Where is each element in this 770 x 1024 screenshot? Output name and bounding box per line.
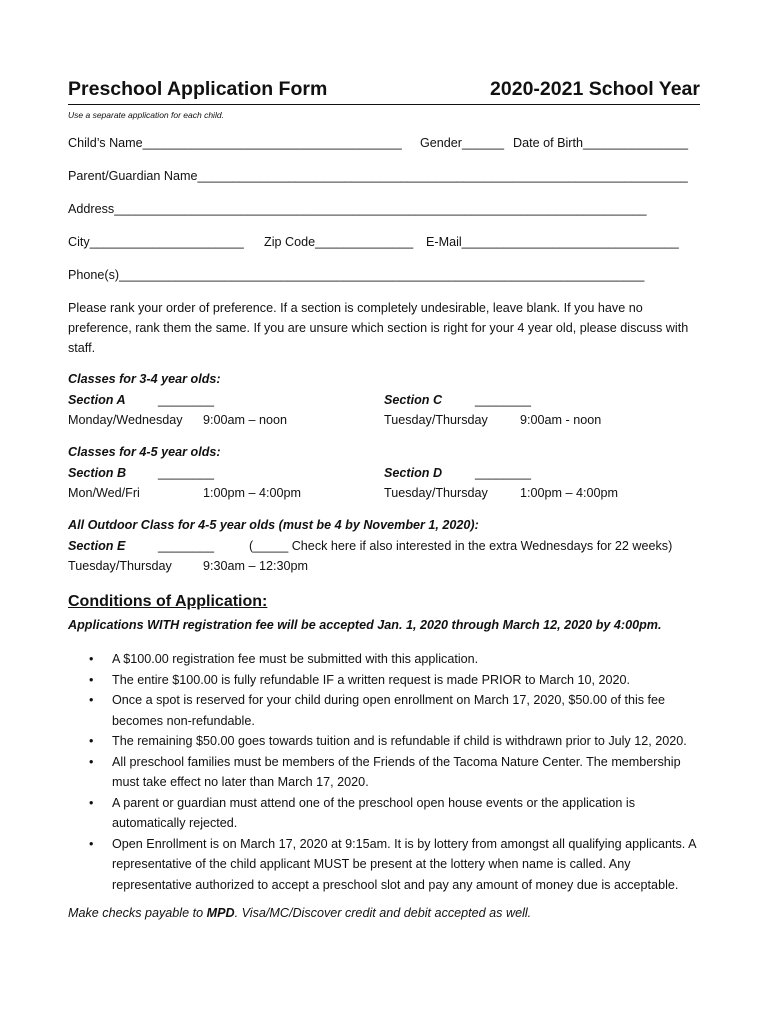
list-item: • A parent or guardian must attend one of the preschool open house events or the application is automatically rejected. — [68, 793, 702, 834]
bullet-icon: • — [89, 693, 94, 707]
conditions-subheading: Applications WITH registration fee will be accepted Jan. 1, 2020 through March 12, 2020 by 4:00pm. — [68, 618, 662, 632]
payment-note: Make checks payable to MPD. Visa/MC/Discover credit and debit accepted as well. — [68, 906, 532, 920]
section-c-rank-blank[interactable]: ________ — [475, 393, 532, 407]
section-c-days: Tuesday/Thursday — [384, 413, 488, 427]
conditions-list — [68, 649, 702, 895]
outdoor-class-heading: All Outdoor Class for 4-5 year olds (must be 4 by November 1, 2020): — [68, 518, 479, 532]
section-a-time: 9:00am – noon — [203, 413, 288, 427]
phone-field[interactable]: Phone(s)___________________________________________________________________________ — [68, 268, 645, 282]
guardian-name-field[interactable]: Parent/Guardian Name______________________________________________________________________ — [68, 169, 688, 183]
email-field[interactable]: E-Mail_______________________________ — [426, 235, 679, 249]
date-of-birth-field[interactable]: Date of Birth_______________ — [513, 136, 689, 150]
list-item: • All preschool families must be members of the Friends of the Tacoma Nature Center. The membership must take effect no later than March 17, 2020. — [68, 752, 702, 793]
bullet-icon: • — [89, 795, 94, 810]
school-year: 2020-2021 School Year — [490, 78, 700, 100]
section-b-days: Mon/Wed/Fri — [68, 486, 140, 500]
section-c-label: Section C — [384, 393, 443, 407]
section-a-rank-blank[interactable]: ________ — [158, 393, 215, 407]
extra-wednesdays-checkbox[interactable]: (_____ Check here if also interested in the extra Wednesdays for 22 weeks) — [249, 539, 673, 553]
section-b-rank-blank[interactable]: ________ — [158, 466, 215, 480]
list-item: • Once a spot is reserved for your child during open enrollment on March 17, 2020, $50.00 of this fee becomes non-refundable. — [68, 690, 702, 731]
section-b-time: 1:00pm – 4:00pm — [203, 486, 302, 500]
list-item: • The entire $100.00 is fully refundable IF a written request is made PRIOR to March 10, 2020. — [68, 670, 702, 691]
preference-instructions: Please rank your order of preference. If a section is completely undesirable, leave blank. If you have no preference, rank them the same. If you are unsure which section is right for your 4 year old, please discuss with staff. — [68, 301, 689, 355]
bullet-icon: • — [89, 836, 94, 851]
bullet-icon: • — [89, 652, 94, 666]
bullet-icon: • — [89, 754, 94, 769]
section-d-label: Section D — [384, 466, 443, 480]
classes-4-5-heading: Classes for 4-5 year olds: — [68, 445, 221, 459]
bullet-icon: • — [89, 672, 94, 687]
bullet-icon: • — [89, 734, 94, 748]
section-b-label: Section B — [68, 466, 127, 480]
city-field[interactable]: City______________________ — [68, 235, 244, 249]
section-a-label: Section A — [68, 393, 126, 407]
conditions-heading: Conditions of Application: — [68, 593, 268, 610]
section-e-label: Section E — [68, 539, 126, 553]
title-row — [68, 78, 700, 105]
section-e-days: Tuesday/Thursday — [68, 559, 172, 573]
section-c-time: 9:00am - noon — [520, 413, 602, 427]
section-a-days: Monday/Wednesday — [68, 413, 183, 427]
list-item: • The remaining $50.00 goes towards tuition and is refundable if child is withdrawn prior to July 12, 2020. — [68, 731, 702, 752]
section-e-rank-blank[interactable]: ________ — [158, 539, 215, 553]
section-d-days: Tuesday/Thursday — [384, 486, 488, 500]
section-d-rank-blank[interactable]: ________ — [475, 466, 532, 480]
classes-3-4-heading: Classes for 3-4 year olds: — [68, 372, 221, 386]
application-form-page — [68, 0, 700, 1024]
list-item: • A $100.00 registration fee must be submitted with this application. — [68, 649, 702, 670]
child-name-field[interactable]: Child’s Name_____________________________________ — [68, 136, 402, 150]
gender-field[interactable]: Gender______ — [420, 136, 505, 150]
section-e-time: 9:30am – 12:30pm — [203, 559, 309, 573]
address-field[interactable]: Address____________________________________________________________________________ — [68, 202, 647, 216]
payee-name: MPD — [206, 906, 235, 920]
form-title: Preschool Application Form — [68, 78, 328, 100]
list-item: • Open Enrollment is on March 17, 2020 at 9:15am. It is by lottery from amongst all qualifying applicants. A representative of the child applicant MUST be present at the lottery when name is called. Any representative authorized to accept a preschool slot and pay any amount of money due is acceptable. — [68, 834, 702, 896]
zip-code-field[interactable]: Zip Code______________ — [264, 235, 414, 249]
separate-application-note: Use a separate application for each child. — [68, 110, 224, 120]
section-d-time: 1:00pm – 4:00pm — [520, 486, 619, 500]
